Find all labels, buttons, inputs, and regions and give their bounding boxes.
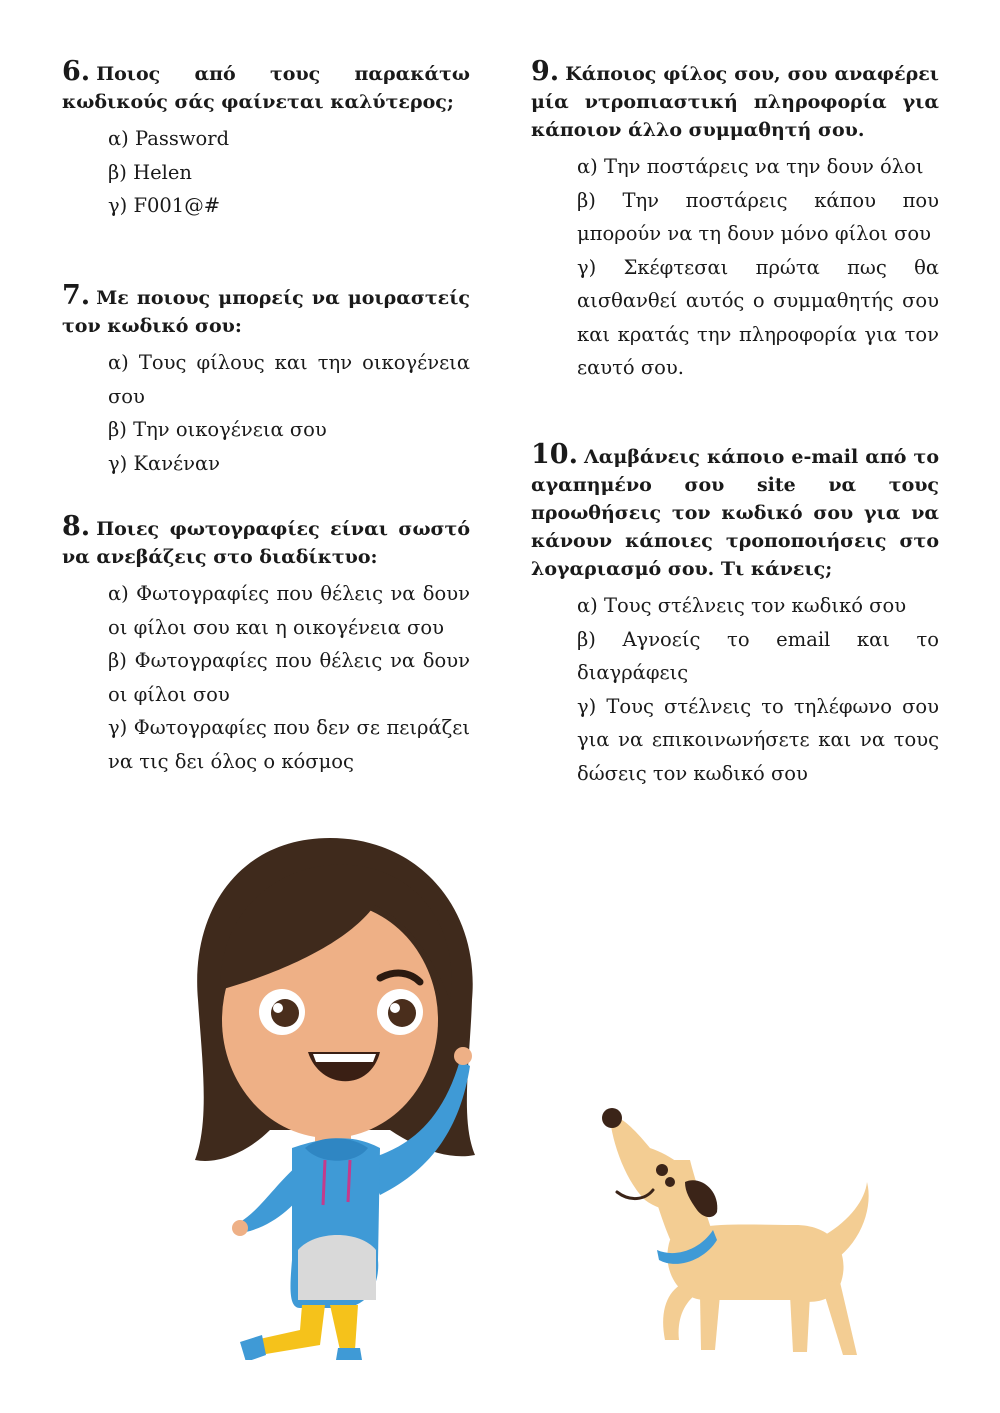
question-8-heading [62, 513, 470, 571]
girl-eye-shine-right [390, 1003, 400, 1013]
question-7-heading [62, 282, 470, 340]
option-b[interactable]: β) Αγνοείς το email και το διαγράφεις [577, 627, 939, 684]
dog-eye [656, 1164, 668, 1176]
girl-shoe-left [240, 1335, 266, 1360]
question-number: 9. [531, 56, 560, 87]
girl-eye-shine-left [273, 1003, 283, 1013]
girl-hand-left [232, 1220, 248, 1236]
option-c[interactable]: γ) Φωτογραφίες που δεν σε πειράζει να τις δει όλος ο κόσμος [108, 716, 470, 773]
girl-hoodie-string [348, 1160, 350, 1202]
girl-leg-right [330, 1305, 358, 1350]
dog-nose [602, 1108, 622, 1128]
question-9-heading [531, 58, 939, 144]
question-text: Λαμβάνεις κάποιο e-mail από το αγαπημένο σου site να τους προωθήσεις τον κωδικό σου για να κάνουν κάποιες τροποποιήσεις στο λογαριασμό σου. Τι κάνεις; [531, 446, 939, 580]
question-text: Ποιος από τους παρακάτω κωδικούς σάς φαίνεται καλύτερος; [62, 63, 470, 113]
option-c[interactable]: γ) Σκέφτεσαι πρώτα πως θα αισθανθεί αυτός ο συμμαθητής σου και κρατάς την πληροφορία για τον εαυτό σου. [577, 255, 939, 379]
option-list [62, 577, 470, 778]
option-a[interactable]: α) Φωτογραφίες που θέλεις να δουν οι φίλοι σου και η οικογένεια σου [108, 582, 470, 639]
girl-shoe-right [336, 1348, 362, 1360]
girl-hand-raised [454, 1047, 472, 1065]
dog-leg-front2 [700, 1295, 720, 1350]
question-6 [62, 58, 470, 223]
girl-leg-left [255, 1305, 325, 1355]
question-number: 8. [62, 511, 91, 542]
girl-pupil-right [388, 999, 416, 1027]
option-a[interactable]: α) Τους φίλους και την οικογένεια σου [108, 351, 470, 408]
dog-leg-back2 [820, 1280, 857, 1355]
question-7 [62, 282, 470, 480]
option-list [62, 122, 470, 223]
girl-illustration [180, 830, 490, 1360]
question-text: Ποιες φωτογραφίες είναι σωστό να ανεβάζεις στο διαδίκτυο: [62, 518, 470, 568]
option-b[interactable]: β) Την ποστάρεις κάπου που μπορούν να τη δουν μόνο φίλοι σου [577, 188, 939, 245]
option-c[interactable]: γ) Κανέναν [108, 451, 221, 475]
option-c[interactable]: γ) Τους στέλνεις το τηλέφωνο σου για να επικοινωνήσετε και να τους δώσεις τον κωδικό σου [577, 694, 939, 785]
girl-hoodie-pocket [298, 1235, 376, 1300]
option-a[interactable]: α) Password [108, 127, 230, 150]
option-b[interactable]: β) Την οικογένεια σου [108, 418, 327, 441]
dog-leg-back [790, 1295, 810, 1352]
question-8 [62, 513, 470, 778]
question-number: 6. [62, 56, 91, 87]
question-6-heading [62, 58, 470, 116]
question-10-heading [531, 441, 939, 583]
dog-eye [665, 1177, 675, 1187]
girl-pupil-left [271, 999, 299, 1027]
question-text: Με ποιους μπορείς να μοιραστείς τον κωδικό σου: [62, 287, 470, 337]
question-number: 10. [531, 439, 578, 470]
option-b[interactable]: β) Helen [108, 160, 192, 184]
question-10 [531, 441, 939, 790]
dog-leg-front [663, 1285, 695, 1340]
option-list [62, 346, 470, 480]
question-number: 7. [62, 280, 91, 311]
dog-illustration [595, 1100, 885, 1365]
option-a[interactable]: α) Τους στέλνεις τον κωδικό σου [577, 594, 907, 617]
option-c[interactable]: γ) F001@# [108, 194, 221, 217]
girl-hoodie-string [323, 1160, 325, 1205]
girl-teeth [313, 1054, 376, 1062]
option-list [531, 150, 939, 385]
question-text: Κάποιος φίλος σου, σου αναφέρει μία ντροπιαστική πληροφορία για κάποιον άλλο συμμαθητή σου. [531, 63, 939, 141]
option-b[interactable]: β) Φωτογραφίες που θέλεις να δουν οι φίλοι σου [108, 649, 470, 706]
option-a[interactable]: α) Την ποστάρεις να την δουν όλοι [577, 155, 924, 178]
question-9 [531, 58, 939, 385]
option-list [531, 589, 939, 790]
